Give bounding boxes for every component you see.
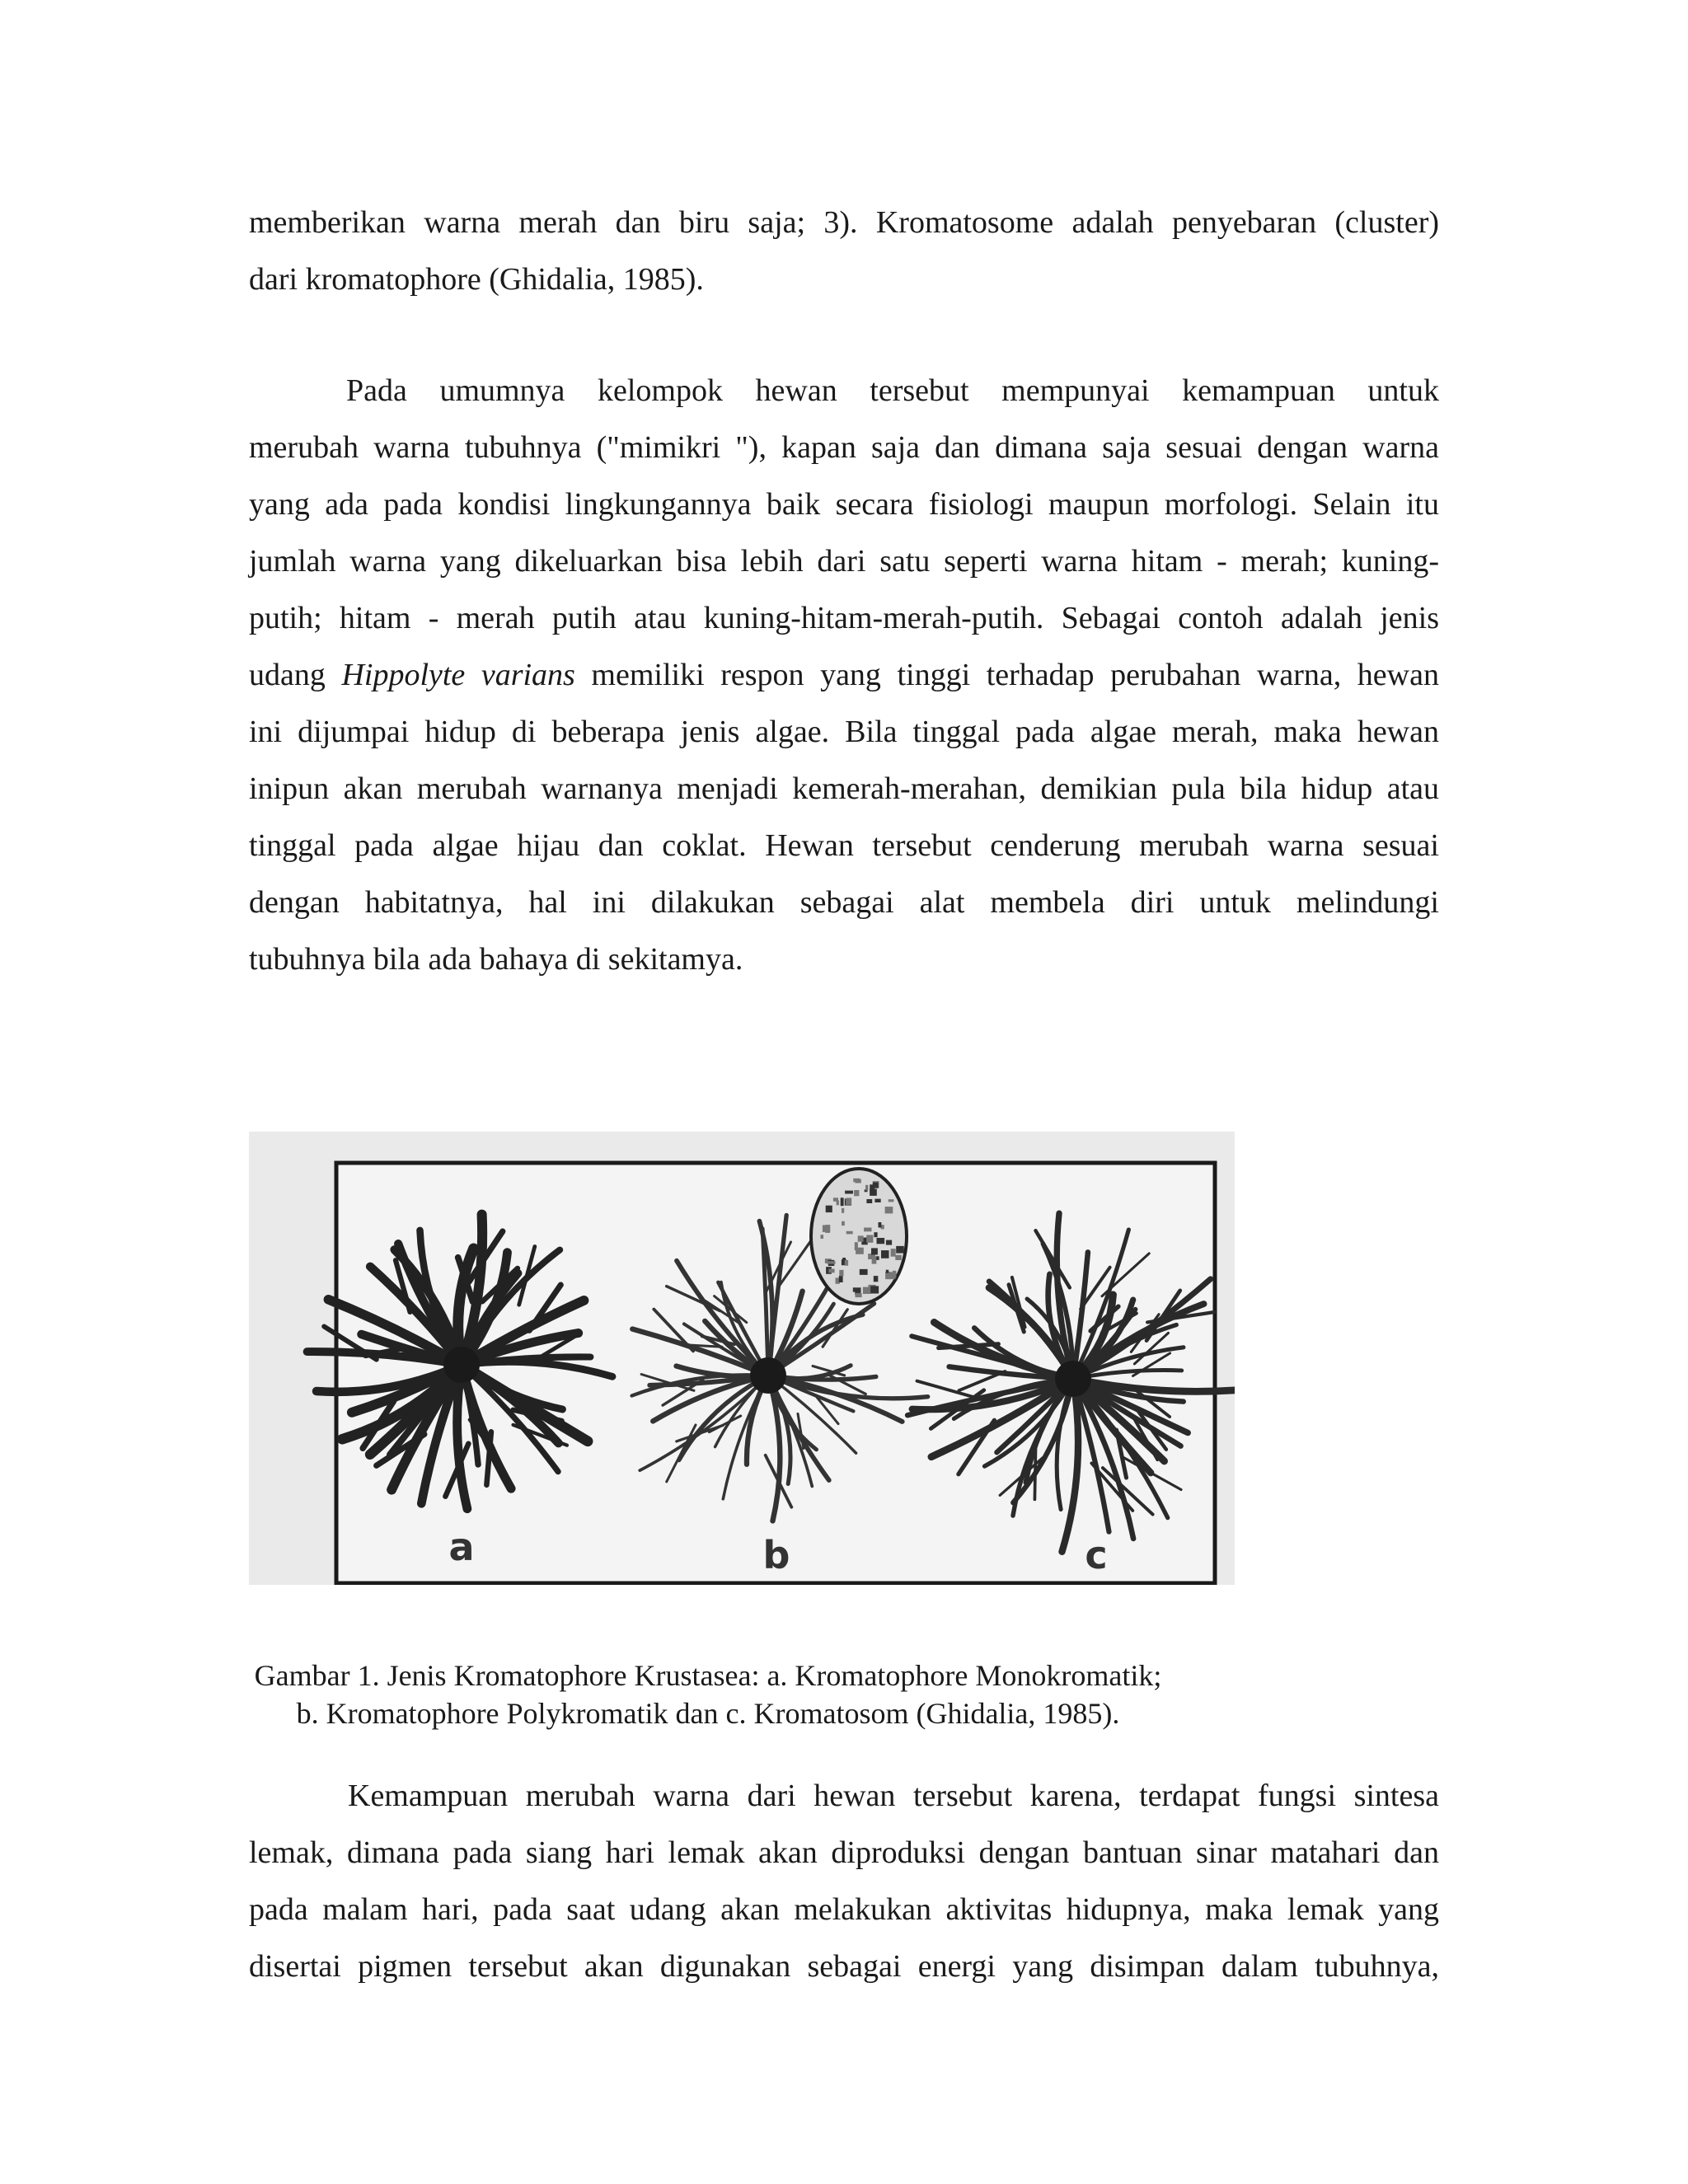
text-line: dari kromatophore (Ghidalia, 1985). (249, 262, 704, 297)
text-line: memberikan warna merah dan biru saja; 3). Kromatosome adalah penyebaran (cluster) (249, 205, 1439, 240)
text-line-with-italic (249, 647, 1439, 704)
text-segment: udang (249, 658, 326, 692)
species-name: Hippolyte varians (341, 658, 575, 692)
text-line: inipun akan merubah warnanya menjadi kemerah-merahan, demikian pula bila hidup atau (249, 771, 1439, 806)
text-line: dengan habitatnya, hal ini dilakukan sebagai alat membela diri untuk melindungi (249, 885, 1439, 920)
figure-illustration (249, 1132, 1235, 1585)
text-line: disertai pigmen tersebut akan digunakan sebagai energi yang disimpan dalam tubuhnya, (249, 1949, 1439, 1984)
paragraph-2 (249, 363, 1439, 988)
figure-label-c: c (1085, 1533, 1108, 1577)
text-line: pada malam hari, pada saat udang akan melakukan aktivitas hidupnya, maka lemak yang (249, 1892, 1439, 1927)
text-line: tinggal pada algae hijau dan coklat. Hewan tersebut cenderung merubah warna sesuai (249, 828, 1439, 863)
figure-label-b: b (762, 1533, 790, 1577)
chromatophore-figure (249, 1132, 1235, 1585)
text-line: merubah warna tubuhnya ("mimikri "), kapan saja dan dimana saja sesuai dengan warna (249, 430, 1439, 465)
figure-caption (249, 1657, 1439, 1732)
caption-line-1: Gambar 1. Jenis Kromatophore Krustasea: a. Kromatophore Monokromatik; (254, 1659, 1162, 1692)
text-line: tubuhnya bila ada bahaya di sekitamya. (249, 942, 743, 977)
caption-line-2: b. Kromatophore Polykromatik dan c. Kromatosom (Ghidalia, 1985). (296, 1697, 1120, 1730)
text-line: putih; hitam - merah putih atau kuning-hitam-merah-putih. Sebagai contoh adalah jenis (249, 601, 1439, 635)
text-line: Kemampuan merubah warna dari hewan tersebut karena, terdapat fungsi sintesa (348, 1779, 1439, 1813)
figure-label-a: a (448, 1525, 475, 1569)
text-segment: memiliki respon yang tinggi terhadap perubahan warna, hewan (591, 658, 1439, 692)
text-line: lemak, dimana pada siang hari lemak akan diproduksi dengan bantuan sinar matahari dan (249, 1835, 1439, 1870)
text-line: jumlah warna yang dikeluarkan bisa lebih dari satu seperti warna hitam - merah; kuning- (249, 544, 1439, 579)
text-line: Pada umumnya kelompok hewan tersebut mempunyai kemampuan untuk (346, 373, 1439, 408)
paragraph-1 (249, 194, 1439, 308)
text-line: ini dijumpai hidup di beberapa jenis algae. Bila tinggal pada algae merah, maka hewan (249, 715, 1439, 749)
paragraph-3 (249, 1768, 1439, 1995)
text-line: yang ada pada kondisi lingkungannya baik secara fisiologi maupun morfologi. Selain itu (249, 487, 1439, 522)
